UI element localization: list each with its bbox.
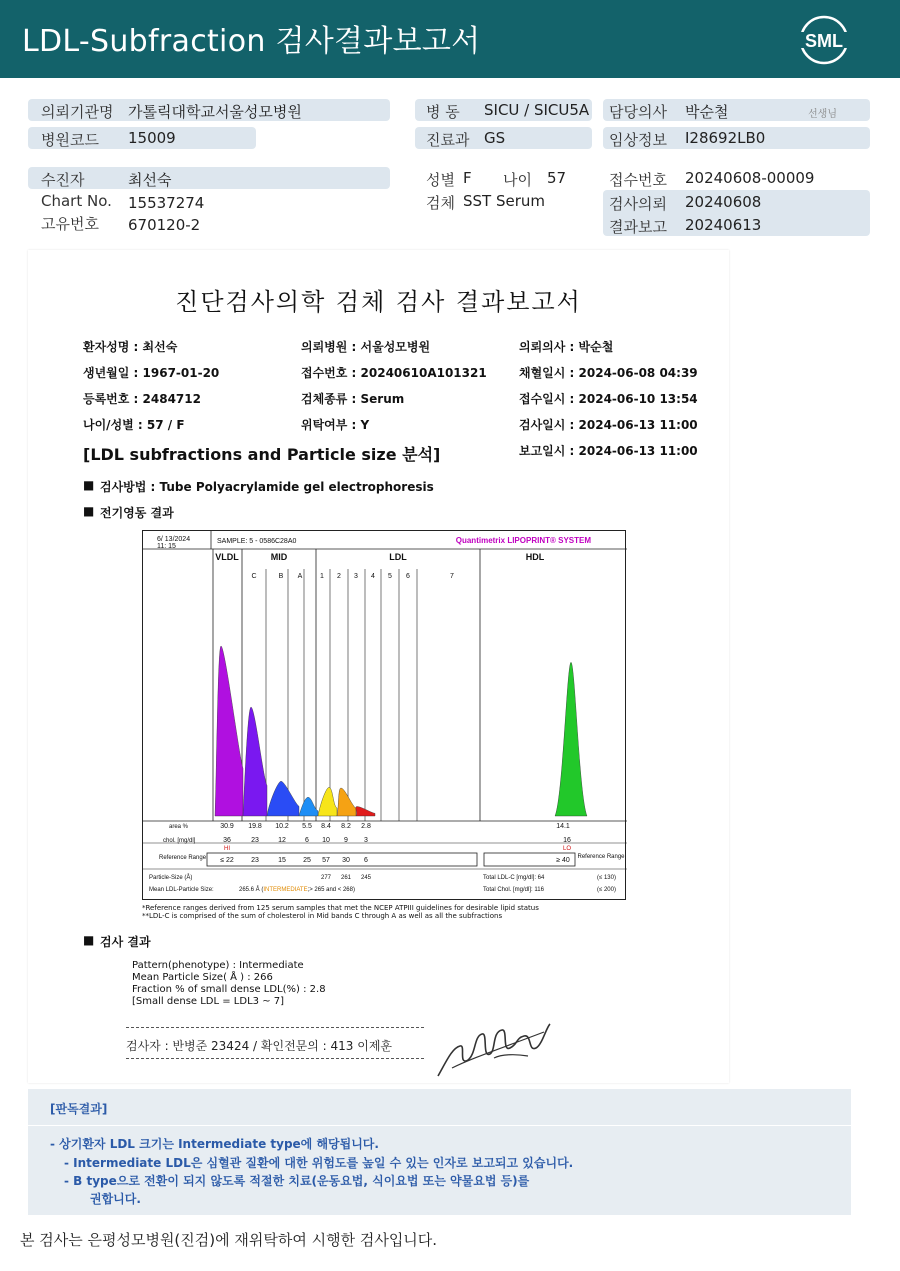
unique-no-value: 670120-2 bbox=[128, 216, 201, 234]
particle-size-value: 261 bbox=[340, 875, 352, 881]
electro-heading: 전기영동 결과 bbox=[100, 506, 174, 520]
band-label: B bbox=[278, 573, 284, 580]
judgement-line: - 상기환자 LDL 크기는 Intermediate type에 해당됩니다. bbox=[50, 1137, 379, 1151]
group-label: MID bbox=[270, 552, 288, 562]
ref-value: 6 bbox=[364, 857, 368, 864]
age-value: 57 bbox=[547, 169, 567, 187]
fraction-peak bbox=[243, 707, 267, 816]
area-value: 19.8 bbox=[248, 823, 262, 830]
lipoprint-chart bbox=[142, 530, 626, 900]
patient-label: 수진자 bbox=[41, 171, 85, 189]
chart-no-label: Chart No. bbox=[41, 192, 112, 210]
band-label: C bbox=[251, 573, 257, 580]
judgement-line: 권합니다. bbox=[90, 1192, 141, 1206]
field-birth: 생년월일 : 1967-01-20 bbox=[83, 366, 220, 380]
report-title: LDL-Subfraction 검사결과보고서 bbox=[22, 24, 481, 59]
particle-size-value: 245 bbox=[360, 875, 372, 881]
doctor-value: 박순철 bbox=[685, 103, 729, 121]
paper-title: 진단검사의학 검체 검사 결과보고서 bbox=[175, 288, 582, 316]
hospital-code-label: 병원코드 bbox=[41, 131, 99, 149]
hdl-area-value: 14.1 bbox=[556, 823, 570, 830]
band-label: 2 bbox=[337, 573, 341, 580]
total-ldl-c: Total LDL-C [mg/dl]: 64 bbox=[483, 875, 545, 881]
field-reg: 등록번호 : 2484712 bbox=[83, 392, 201, 406]
handwritten-signature bbox=[432, 1018, 556, 1082]
fraction-peak bbox=[299, 797, 318, 816]
sml-logo bbox=[798, 14, 850, 66]
field-collected: 채혈일시 : 2024-06-08 04:39 bbox=[519, 366, 698, 380]
sex-value: F bbox=[463, 169, 472, 187]
ref-value: 30 bbox=[342, 857, 350, 864]
sex-label: 성별 bbox=[426, 171, 455, 189]
footnote: **LDL-C is comprised of the sum of cholesterol in Mid bands C through A as well as all the subfractions bbox=[142, 912, 503, 920]
chol-value: 10 bbox=[322, 837, 330, 844]
field-reported: 보고일시 : 2024-06-13 11:00 bbox=[519, 444, 698, 458]
judgement-header bbox=[28, 1089, 851, 1125]
judgement-title: [판독결과] bbox=[50, 1102, 108, 1116]
chart-sample: SAMPLE: 5 - 0586C28A0 bbox=[217, 538, 297, 545]
ref-value: 23 bbox=[251, 857, 259, 864]
band-label: 6 bbox=[406, 573, 410, 580]
chol-value: 6 bbox=[305, 837, 309, 844]
area-value: 8.4 bbox=[321, 823, 331, 830]
band-label: 7 bbox=[450, 573, 454, 580]
result-line: [Small dense LDL = LDL3 ~ 7] bbox=[132, 996, 285, 1007]
chart-no-value: 15537274 bbox=[128, 194, 205, 212]
row-label-chol: chol. [mg/dl] bbox=[163, 838, 196, 844]
report-header bbox=[0, 0, 900, 78]
ward-value: SICU / SICU5A bbox=[484, 101, 590, 119]
band-label: 3 bbox=[354, 573, 358, 580]
order-date-label: 검사의뢰 bbox=[609, 195, 667, 213]
patient-value: 최선숙 bbox=[128, 171, 172, 189]
hdl-chol-flag: LO bbox=[562, 846, 572, 852]
field-outsource: 위탁여부 : Y bbox=[301, 418, 370, 432]
group-label: HDL bbox=[525, 552, 545, 562]
particle-size-value: 277 bbox=[320, 875, 332, 881]
band-label: 5 bbox=[388, 573, 392, 580]
sign-divider bbox=[126, 1058, 424, 1059]
field-specimen: 검체종류 : Serum bbox=[301, 392, 405, 406]
fraction-peak bbox=[356, 806, 375, 816]
field-tested: 검사일시 : 2024-06-13 11:00 bbox=[519, 418, 698, 432]
fraction-peak bbox=[318, 787, 337, 816]
footer-note: 본 검사는 은평성모병원(진검)에 재위탁하여 시행한 검사입니다. bbox=[20, 1231, 438, 1249]
request-org-label: 의뢰기관명 bbox=[41, 103, 114, 121]
hospital-code-value: 15009 bbox=[128, 129, 176, 147]
sign-divider bbox=[126, 1027, 424, 1028]
bullet-dot: ■ bbox=[83, 478, 95, 492]
area-value: 30.9 bbox=[220, 823, 234, 830]
row-label-particle: Particle-Size (Å) bbox=[149, 875, 193, 881]
area-value: 8.2 bbox=[341, 823, 351, 830]
chart-date: 6/ 13/2024 bbox=[157, 536, 191, 543]
ref-value: 15 bbox=[278, 857, 286, 864]
group-label: VLDL bbox=[215, 552, 239, 562]
method-text: 검사방법 : Tube Polyacrylamide gel electrophoresis bbox=[100, 480, 434, 494]
hdl-ref-value: ≥ 40 bbox=[556, 857, 570, 864]
area-value: 2.8 bbox=[361, 823, 371, 830]
specimen-label: 검체 bbox=[426, 194, 455, 212]
dept-value: GS bbox=[484, 129, 506, 147]
judgement-line: - B type으로 전환이 되지 않도록 적절한 치료(운동요법, 식이요법 또는 약물요법 등)를 bbox=[64, 1174, 530, 1188]
chol-value: 23 bbox=[251, 837, 259, 844]
bullet-dot: ■ bbox=[83, 504, 95, 518]
row-label-ref: Reference Range bbox=[159, 855, 207, 861]
order-date-value: 20240608 bbox=[685, 193, 762, 211]
band-label: A bbox=[297, 573, 303, 580]
signer-line: 검사자 : 반병준 23424 / 확인전문의 : 413 이제훈 bbox=[126, 1039, 393, 1053]
ref-value: 25 bbox=[303, 857, 311, 864]
doctor-label: 담당의사 bbox=[609, 103, 667, 121]
field-hospital: 의뢰병원 : 서울성모병원 bbox=[301, 340, 431, 354]
logo-text: SML bbox=[805, 31, 843, 51]
ref-value: 57 bbox=[322, 857, 330, 864]
area-value: 5.5 bbox=[302, 823, 312, 830]
ref-label: Reference Range bbox=[577, 854, 625, 860]
report-date-label: 결과보고 bbox=[609, 218, 667, 236]
total-chol: Total Chol. [mg/dl]: 116 bbox=[483, 887, 544, 893]
chol-value: 36 bbox=[223, 837, 231, 844]
result-line: Pattern(phenotype) : Intermediate bbox=[132, 960, 304, 971]
fraction-peak bbox=[337, 788, 356, 816]
unique-no-label: 고유번호 bbox=[41, 215, 99, 233]
paper-subtitle: [LDL subfractions and Particle size 분석] bbox=[83, 445, 441, 464]
field-receipt: 접수번호 : 20240610A101321 bbox=[301, 366, 487, 380]
specimen-value: SST Serum bbox=[463, 192, 546, 210]
field-name: 환자성명 : 최선숙 bbox=[83, 340, 178, 354]
total-ldl-ref: (≤ 130) bbox=[597, 875, 616, 881]
chol-flag: HI bbox=[224, 846, 230, 852]
age-label: 나이 bbox=[503, 171, 532, 189]
chol-value: 9 bbox=[344, 837, 348, 844]
hdl-peak bbox=[555, 662, 587, 816]
chart-brand: Quantimetrix LIPOPRINT® SYSTEM bbox=[455, 536, 591, 545]
band-label: 1 bbox=[320, 573, 324, 580]
fraction-peak bbox=[215, 646, 243, 816]
lipoprint-svg bbox=[143, 531, 627, 901]
doctor-suffix: 선생님 bbox=[808, 109, 837, 120]
dept-label: 진료과 bbox=[426, 131, 470, 149]
mean-size-value: 265.6 Å (INTERMEDIATE;> 265 and < 268) bbox=[239, 887, 355, 893]
field-received: 접수일시 : 2024-06-10 13:54 bbox=[519, 392, 698, 406]
band-label: 4 bbox=[371, 573, 375, 580]
result-line: Mean Particle Size( Å ) : 266 bbox=[132, 972, 273, 983]
report-date-value: 20240613 bbox=[685, 216, 762, 234]
clinical-label: 임상정보 bbox=[609, 131, 667, 149]
judgement-line: - Intermediate LDL은 심혈관 질환에 대한 위험도를 높일 수 있는 인자로 보고되고 있습니다. bbox=[64, 1156, 574, 1170]
row-label-area: area % bbox=[169, 824, 189, 830]
chart-time: 11: 15 bbox=[157, 543, 176, 550]
hdl-chol-value: 16 bbox=[563, 837, 571, 844]
footnote: *Reference ranges derived from 125 serum samples that met the NCEP ATPIII guidelines for desirable lipid status bbox=[142, 904, 539, 912]
total-chol-ref: (≤ 200) bbox=[597, 887, 616, 893]
chol-value: 3 bbox=[364, 837, 368, 844]
field-physician: 의뢰의사 : 박순철 bbox=[519, 340, 614, 354]
ward-label: 병 동 bbox=[426, 103, 460, 121]
fraction-peak bbox=[267, 781, 299, 816]
field-agesex: 나이/성별 : 57 / F bbox=[83, 418, 185, 432]
receipt-label: 접수번호 bbox=[609, 171, 667, 189]
ref-value: ≤ 22 bbox=[220, 857, 234, 864]
request-org-value: 가톨릭대학교서울성모병원 bbox=[128, 103, 302, 121]
area-value: 10.2 bbox=[275, 823, 289, 830]
clinical-value: I28692LB0 bbox=[685, 129, 766, 147]
group-label: LDL bbox=[389, 552, 407, 562]
receipt-value: 20240608-00009 bbox=[685, 169, 815, 187]
bullet-dot: ■ bbox=[83, 933, 95, 947]
result-line: Fraction % of small dense LDL(%) : 2.8 bbox=[132, 984, 326, 995]
row-label-mean: Mean LDL-Particle Size: bbox=[149, 887, 214, 893]
chol-value: 12 bbox=[278, 837, 286, 844]
result-heading: 검사 결과 bbox=[100, 935, 151, 949]
